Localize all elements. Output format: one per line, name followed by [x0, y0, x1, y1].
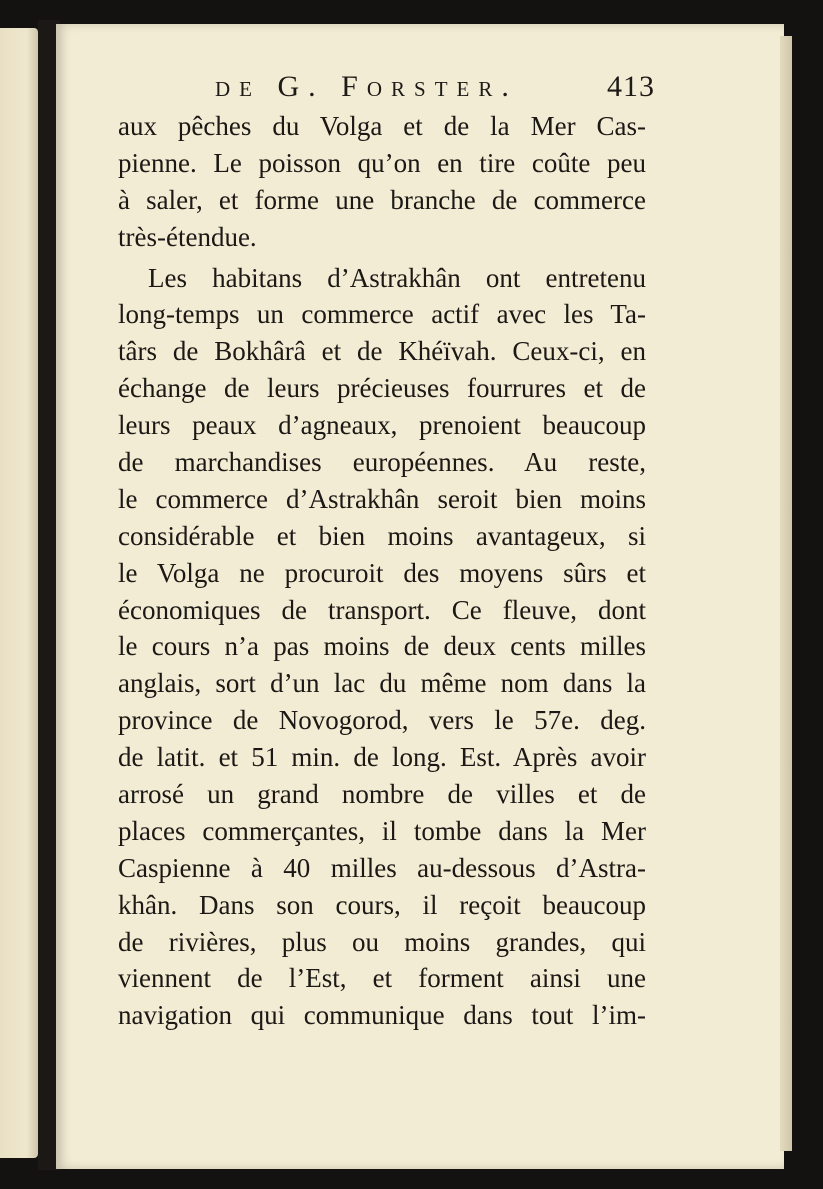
text-line: anglais, sort d’un lac du même nom dans la [118, 668, 646, 699]
text-line: à saler, et forme une branche de commerce [118, 184, 646, 215]
right-page-edge [780, 36, 792, 1151]
text-line: échange de leurs précieuses fourrures et de [118, 373, 646, 404]
text-line: Les habitans d’Astrakhân ont entretenu [148, 262, 646, 293]
text-line: de rivières, plus ou moins grandes, qui [118, 926, 646, 957]
text-line: Caspienne à 40 milles au-dessous d’Astra- [118, 852, 646, 883]
text-line: le cours n’a pas moins de deux cents milles [118, 631, 646, 662]
text-line: province de Novogorod, vers le 57e. deg. [118, 705, 646, 736]
paragraph-2 [118, 260, 646, 1035]
text-line: très-étendue. [118, 221, 257, 252]
text-line: considérable et bien moins avantageux, si [118, 520, 646, 551]
text-line: de latit. et 51 min. de long. Est. Après avoir [118, 742, 646, 773]
text-line: économiques de transport. Ce fleuve, dont [118, 594, 646, 625]
text-line: aux pêches du Volga et de la Mer Cas- [118, 111, 646, 141]
running-head-title: de G. Forster. [215, 70, 518, 103]
text-line: navigation qui communique dans tout l’im- [118, 1000, 646, 1031]
text-line: pienne. Le poisson qu’on en tire coûte peu [118, 147, 646, 178]
text-line: places commerçantes, il tombe dans la Mer [118, 815, 646, 846]
text-line: arrosé un grand nombre de villes et de [118, 779, 646, 810]
page-number: 413 [607, 70, 655, 103]
left-page-edge [0, 28, 38, 1158]
text-line: le commerce d’Astrakhân seroit bien moins [118, 483, 646, 514]
text-line: long-temps un commerce actif avec les Ta- [118, 299, 646, 330]
running-head [215, 64, 655, 110]
body-text [118, 108, 646, 1034]
text-line: viennent de l’Est, et forment ainsi une [118, 963, 646, 994]
text-line: le Volga ne procuroit des moyens sûrs et [118, 557, 646, 588]
text-line: târs de Bokhârâ et de Khéïvah. Ceux-ci, en [118, 336, 646, 367]
text-line: khân. Dans son cours, il reçoit beaucoup [118, 889, 646, 920]
paragraph-1 [118, 108, 646, 256]
text-line: de marchandises européennes. Au reste, [118, 447, 646, 478]
text-line: leurs peaux d’agneaux, prenoient beaucoup [118, 410, 646, 441]
